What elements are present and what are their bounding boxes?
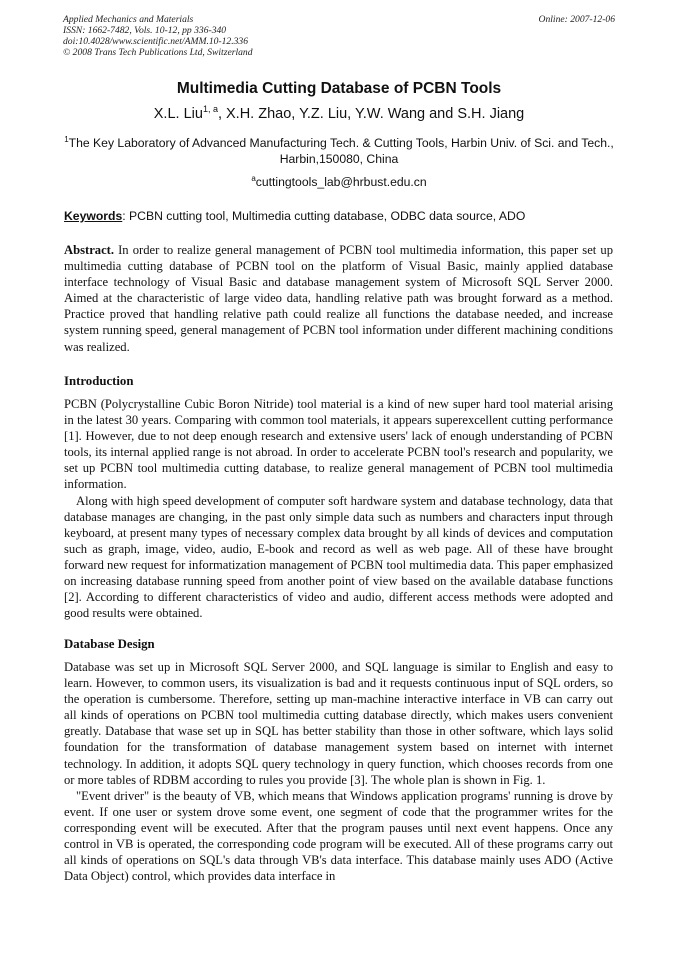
- email-mark: a: [251, 174, 256, 183]
- journal-header: [63, 14, 615, 58]
- abstract-label: Abstract.: [64, 243, 115, 257]
- abstract: [64, 242, 613, 355]
- database-design-body: [64, 659, 613, 884]
- doi-line: doi:10.4028/www.scientific.net/AMM.10-12.336: [63, 36, 249, 47]
- other-authors: , X.H. Zhao, Y.Z. Liu, Y.W. Wang and S.H. Jiang: [217, 105, 525, 122]
- issn-line: ISSN: 1662-7482, Vols. 10-12, pp 336-340: [63, 25, 227, 36]
- paper-title: Multimedia Cutting Database of PCBN Tools: [176, 80, 502, 97]
- affiliation-text: The Key Laboratory of Advanced Manufacturing Tech. & Cutting Tools, Harbin Univ. of Sci. and Tech., Harbin,150080, China: [68, 136, 614, 167]
- email-address: cuttingtools_lab@hrbust.edu.cn: [255, 175, 427, 190]
- first-author-affiliation-mark: 1, a: [202, 104, 218, 114]
- database-design-paragraph-2: "Event driver" is the beauty of VB, which means that Windows application programs' running is drove by event. If one user or system drove some event, one segment of code that the programmer writes for the corresponding event will be executed. After that the program pauses until next event happens. Once any control in VB is operated, the corresponding code program will be executed. All of these programs carry out all kinds of operations on SQL's data through VB's data interface. This database mainly uses ADO (Active Data Object) control, which provides data interface in: [64, 788, 613, 884]
- database-design-heading: Database Design: [64, 637, 155, 651]
- introduction-heading: Introduction: [64, 374, 134, 388]
- abstract-text: In order to realize general management of PCBN tool multimedia information, this paper set up multimedia cutting database of PCBN tool on the platform of Visual Basic, mainly applied database interface technology of Visual Basic and database management system of Microsoft SQL Server 2000. Aimed at the characteristic of large video data, handling relative path was brought forward as a method. Practice proved that handling relative path could realize all functions the database needed, and increase system running speed, general management of PCBN tool information under different machining conditions was realized.: [64, 243, 613, 354]
- first-author: X.L. Liu: [153, 105, 203, 122]
- contact-email: [0, 174, 678, 189]
- copyright-line: © 2008 Trans Tech Publications Ltd, Switzerland: [63, 47, 253, 58]
- keywords-label: Keywords: [64, 209, 123, 223]
- journal-name: Applied Mechanics and Materials: [63, 14, 194, 25]
- introduction-paragraph-1: PCBN (Polycrystalline Cubic Boron Nitride) tool material is a kind of new super hard tool material arising in the latest 30 years. Comparing with common tool materials, it appears superexcellent cutting performance [1]. However, due to not deep enough research and extensive users' lack of enough understanding of PCBN tools, its internal applied range is not abroad. In order to accelerate PCBN tool's research and popularity, we set up PCBN tool multimedia cutting database, to realize general management of PCBN tool multimedia information.: [64, 397, 613, 492]
- affiliation-mark: 1: [64, 135, 69, 144]
- keywords-text: : PCBN cutting tool, Multimedia cutting database, ODBC data source, ADO: [122, 209, 526, 223]
- introduction-body: [64, 396, 613, 621]
- author-list: [0, 104, 678, 122]
- affiliation: [64, 132, 614, 167]
- database-design-paragraph-1: Database was set up in Microsoft SQL Server 2000, and SQL language is similar to English and easy to learn. However, to common users, its visualization is bad and it requests continuous input of SQL orders, so the operation is cumbersome. Therefore, setting up man-machine interactive interface in VB can carry out all kinds of operations on PCBN tool multimedia cutting database directly, which makes users convenient greatly. Database that wase set up in SQL has better stability than those in other software, which lays solid foundation for the transformation of database management system based on internet with internet technology. In addition, it adopts SQL query technology in query function, which chooses records from one or more tables of RDBM according to rules you provide [3]. The whole plan is shown in Fig. 1.: [64, 660, 613, 787]
- online-date: Online: 2007-12-06: [538, 14, 615, 25]
- introduction-paragraph-2: Along with high speed development of computer soft hardware system and database technology, data that database manages are changing, in the past only simple data such as numbers and characters input through keyboard, at present many types of necessary complex data brought by all kinds of devices and computation such as graph, image, video, audio, E-book and record as well as web page. All of these have brought forward new request for informatization management of PCBN tool multimedia data. This paper emphasized on increasing database running speed from another point of view based on the available database functions [2]. According to different characteristics of video and audio, different access methods were adopted and good results were obtained.: [64, 493, 613, 621]
- keywords: [64, 209, 624, 223]
